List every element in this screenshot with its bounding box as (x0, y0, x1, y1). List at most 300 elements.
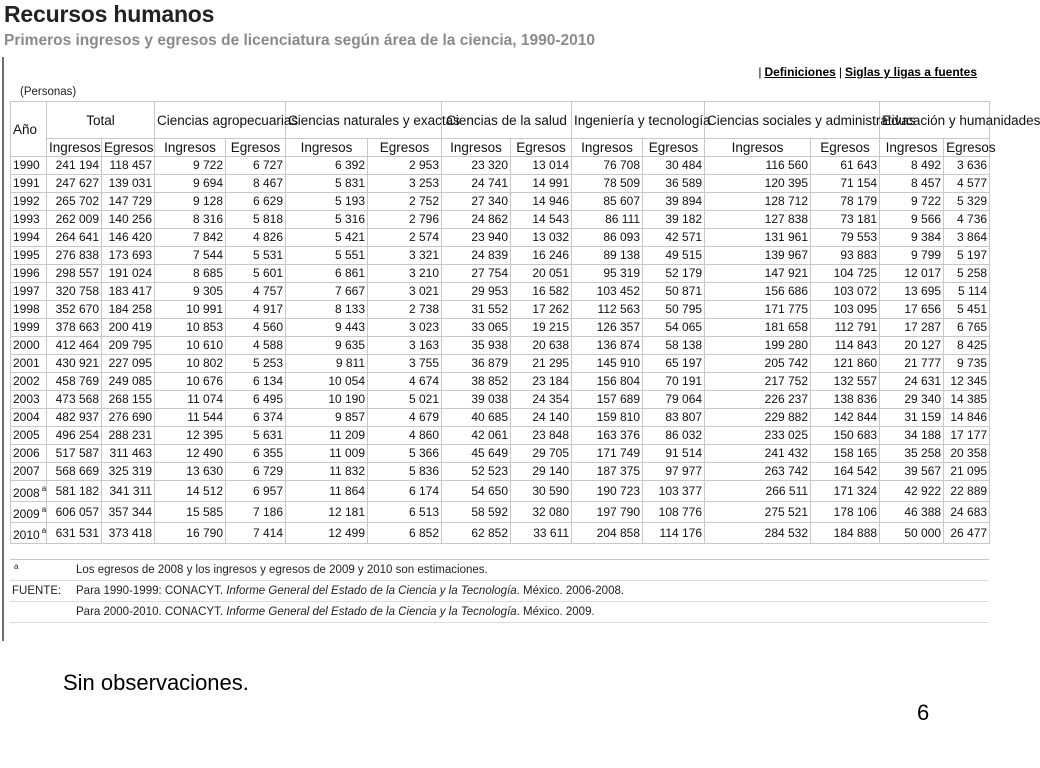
egresos-cell: 5 836 (368, 463, 442, 481)
ingresos-header: Ingresos (880, 139, 944, 157)
egresos-cell: 3 636 (944, 157, 990, 175)
ingresos-cell: 116 560 (705, 157, 811, 175)
egresos-cell: 17 177 (944, 427, 990, 445)
table-row (11, 157, 990, 175)
ingresos-cell: 126 357 (572, 319, 643, 337)
source-row (10, 602, 989, 623)
ingresos-cell: 24 741 (442, 175, 511, 193)
egresos-cell: 3 163 (368, 337, 442, 355)
egresos-cell: 13 032 (511, 229, 572, 247)
egresos-cell: 311 463 (102, 445, 155, 463)
egresos-cell: 79 064 (643, 391, 705, 409)
year-cell: 1995 (11, 247, 47, 265)
table-row (11, 427, 990, 445)
egresos-cell: 71 154 (811, 175, 880, 193)
egresos-header: Egresos (511, 139, 572, 157)
ingresos-cell: 5 193 (286, 193, 368, 211)
egresos-cell: 112 791 (811, 319, 880, 337)
ingresos-cell: 631 531 (47, 523, 102, 544)
egresos-cell: 6 629 (226, 193, 286, 211)
ingresos-cell: 145 910 (572, 355, 643, 373)
year-cell: 2000 (11, 337, 47, 355)
egresos-cell: 21 095 (944, 463, 990, 481)
ingresos-cell: 45 649 (442, 445, 511, 463)
egresos-cell: 5 329 (944, 193, 990, 211)
ingresos-cell: 20 127 (880, 337, 944, 355)
year-header: Año (11, 102, 47, 157)
ingresos-cell: 112 563 (572, 301, 643, 319)
ingresos-cell: 11 864 (286, 481, 368, 502)
egresos-header: Egresos (643, 139, 705, 157)
egresos-cell: 108 776 (643, 502, 705, 523)
ingresos-cell: 128 712 (705, 193, 811, 211)
egresos-cell: 150 683 (811, 427, 880, 445)
egresos-cell: 4 588 (226, 337, 286, 355)
egresos-cell: 14 991 (511, 175, 572, 193)
ingresos-cell: 266 511 (705, 481, 811, 502)
egresos-cell: 4 826 (226, 229, 286, 247)
egresos-cell: 5 253 (226, 355, 286, 373)
egresos-cell: 30 590 (511, 481, 572, 502)
egresos-cell: 42 571 (643, 229, 705, 247)
ingresos-cell: 12 490 (155, 445, 226, 463)
egresos-cell: 114 176 (643, 523, 705, 544)
ingresos-cell: 127 838 (705, 211, 811, 229)
table-row (11, 301, 990, 319)
ingresos-cell: 156 804 (572, 373, 643, 391)
table-row (11, 283, 990, 301)
egresos-cell: 39 894 (643, 193, 705, 211)
year-cell: 2001 (11, 355, 47, 373)
ingresos-cell: 29 340 (880, 391, 944, 409)
egresos-cell: 3 253 (368, 175, 442, 193)
ingresos-cell: 12 395 (155, 427, 226, 445)
footnotes (10, 559, 989, 623)
ingresos-cell: 606 057 (47, 502, 102, 523)
ingresos-cell: 35 938 (442, 337, 511, 355)
ingresos-cell: 13 695 (880, 283, 944, 301)
ingresos-cell: 103 452 (572, 283, 643, 301)
egresos-header: Egresos (226, 139, 286, 157)
ingresos-cell: 352 670 (47, 301, 102, 319)
egresos-cell: 14 846 (944, 409, 990, 427)
ingresos-cell: 10 802 (155, 355, 226, 373)
ingresos-header: Ingresos (572, 139, 643, 157)
egresos-cell: 5 197 (944, 247, 990, 265)
egresos-cell: 2 953 (368, 157, 442, 175)
ingresos-cell: 6 392 (286, 157, 368, 175)
egresos-cell: 91 514 (643, 445, 705, 463)
siglas-link[interactable]: Siglas y ligas a fuentes (844, 65, 977, 79)
ingresos-cell: 23 320 (442, 157, 511, 175)
ingresos-cell: 9 566 (880, 211, 944, 229)
table-row (11, 247, 990, 265)
ingresos-cell: 378 663 (47, 319, 102, 337)
table-row (11, 319, 990, 337)
ingresos-cell: 181 658 (705, 319, 811, 337)
egresos-cell: 8 467 (226, 175, 286, 193)
ingresos-cell: 38 852 (442, 373, 511, 391)
ingresos-cell: 275 521 (705, 502, 811, 523)
egresos-cell: 118 457 (102, 157, 155, 175)
egresos-cell: 142 844 (811, 409, 880, 427)
ingresos-cell: 27 754 (442, 265, 511, 283)
ingresos-cell: 568 669 (47, 463, 102, 481)
egresos-cell: 227 095 (102, 355, 155, 373)
year-cell: 1997 (11, 283, 47, 301)
ingresos-cell: 11 009 (286, 445, 368, 463)
link-separator: | (838, 65, 842, 79)
egresos-cell: 209 795 (102, 337, 155, 355)
ingresos-cell: 23 940 (442, 229, 511, 247)
ingresos-cell: 12 499 (286, 523, 368, 544)
egresos-cell: 3 755 (368, 355, 442, 373)
definiciones-link[interactable]: Definiciones (764, 65, 836, 79)
ingresos-header: Ingresos (286, 139, 368, 157)
table-row (11, 355, 990, 373)
egresos-cell: 114 843 (811, 337, 880, 355)
egresos-cell: 5 451 (944, 301, 990, 319)
egresos-cell: 20 638 (511, 337, 572, 355)
ingresos-cell: 12 017 (880, 265, 944, 283)
egresos-cell: 13 014 (511, 157, 572, 175)
egresos-cell: 3 021 (368, 283, 442, 301)
ingresos-cell: 9 722 (880, 193, 944, 211)
ingresos-cell: 187 375 (572, 463, 643, 481)
ingresos-cell: 8 133 (286, 301, 368, 319)
year-cell: 1994 (11, 229, 47, 247)
egresos-header: Egresos (811, 139, 880, 157)
egresos-cell: 4 757 (226, 283, 286, 301)
egresos-cell: 20 358 (944, 445, 990, 463)
ingresos-cell: 9 635 (286, 337, 368, 355)
egresos-cell: 17 262 (511, 301, 572, 319)
egresos-cell: 97 977 (643, 463, 705, 481)
egresos-cell: 3 210 (368, 265, 442, 283)
ingresos-cell: 16 790 (155, 523, 226, 544)
ingresos-cell: 42 061 (442, 427, 511, 445)
ingresos-cell: 86 093 (572, 229, 643, 247)
egresos-cell: 6 134 (226, 373, 286, 391)
egresos-cell: 4 736 (944, 211, 990, 229)
ingresos-cell: 46 388 (880, 502, 944, 523)
ingresos-cell: 157 689 (572, 391, 643, 409)
egresos-cell: 30 484 (643, 157, 705, 175)
egresos-cell: 24 140 (511, 409, 572, 427)
estimate-mark: a (41, 526, 47, 535)
ingresos-cell: 21 777 (880, 355, 944, 373)
table-row (11, 409, 990, 427)
group-header: Ciencias sociales y administrativas (705, 102, 880, 139)
ingresos-cell: 120 395 (705, 175, 811, 193)
ingresos-cell: 7 667 (286, 283, 368, 301)
table-row (11, 175, 990, 193)
ingresos-cell: 24 862 (442, 211, 511, 229)
ingresos-cell: 39 038 (442, 391, 511, 409)
ingresos-cell: 226 237 (705, 391, 811, 409)
ingresos-cell: 9 305 (155, 283, 226, 301)
ingresos-cell: 12 181 (286, 502, 368, 523)
ingresos-cell: 10 676 (155, 373, 226, 391)
egresos-cell: 86 032 (643, 427, 705, 445)
group-header: Ciencias naturales y exactas (286, 102, 442, 139)
egresos-cell: 4 917 (226, 301, 286, 319)
ingresos-cell: 31 159 (880, 409, 944, 427)
egresos-cell: 5 366 (368, 445, 442, 463)
egresos-cell: 184 888 (811, 523, 880, 544)
table-row (11, 373, 990, 391)
egresos-cell: 79 553 (811, 229, 880, 247)
egresos-cell: 6 765 (944, 319, 990, 337)
egresos-cell: 14 946 (511, 193, 572, 211)
source-row (10, 581, 989, 602)
egresos-cell: 6 727 (226, 157, 286, 175)
egresos-cell: 139 031 (102, 175, 155, 193)
egresos-cell: 184 258 (102, 301, 155, 319)
egresos-cell: 20 051 (511, 265, 572, 283)
ingresos-cell: 430 921 (47, 355, 102, 373)
ingresos-cell: 54 650 (442, 481, 511, 502)
egresos-cell: 4 577 (944, 175, 990, 193)
ingresos-cell: 9 128 (155, 193, 226, 211)
ingresos-cell: 190 723 (572, 481, 643, 502)
egresos-cell: 2 796 (368, 211, 442, 229)
ingresos-cell: 52 523 (442, 463, 511, 481)
table-row (11, 391, 990, 409)
group-header: Ciencias de la salud (442, 102, 572, 139)
egresos-cell: 6 374 (226, 409, 286, 427)
ingresos-cell: 5 421 (286, 229, 368, 247)
ingresos-cell: 10 610 (155, 337, 226, 355)
ingresos-cell: 11 832 (286, 463, 368, 481)
ingresos-cell: 7 544 (155, 247, 226, 265)
ingresos-cell: 147 921 (705, 265, 811, 283)
table-row (11, 502, 990, 523)
egresos-cell: 121 860 (811, 355, 880, 373)
ingresos-cell: 86 111 (572, 211, 643, 229)
egresos-cell: 7 186 (226, 502, 286, 523)
ingresos-cell: 17 656 (880, 301, 944, 319)
link-separator: | (758, 65, 762, 79)
egresos-cell: 12 345 (944, 373, 990, 391)
egresos-cell: 7 414 (226, 523, 286, 544)
egresos-cell: 171 324 (811, 481, 880, 502)
year-cell: 1991 (11, 175, 47, 193)
egresos-cell: 103 072 (811, 283, 880, 301)
ingresos-cell: 5 316 (286, 211, 368, 229)
egresos-cell: 268 155 (102, 391, 155, 409)
year-cell: 2006 (11, 445, 47, 463)
ingresos-cell: 8 457 (880, 175, 944, 193)
ingresos-cell: 42 922 (880, 481, 944, 502)
egresos-cell: 29 140 (511, 463, 572, 481)
ingresos-cell: 13 630 (155, 463, 226, 481)
egresos-cell: 6 852 (368, 523, 442, 544)
egresos-cell: 341 311 (102, 481, 155, 502)
ingresos-cell: 7 842 (155, 229, 226, 247)
year-cell: 1999 (11, 319, 47, 337)
ingresos-cell: 284 532 (705, 523, 811, 544)
egresos-cell: 173 693 (102, 247, 155, 265)
egresos-cell: 24 354 (511, 391, 572, 409)
egresos-cell: 191 024 (102, 265, 155, 283)
year-cell: 1993 (11, 211, 47, 229)
egresos-cell: 50 795 (643, 301, 705, 319)
egresos-cell: 178 106 (811, 502, 880, 523)
egresos-cell: 14 385 (944, 391, 990, 409)
ingresos-cell: 247 627 (47, 175, 102, 193)
ingresos-cell: 263 742 (705, 463, 811, 481)
egresos-cell: 36 589 (643, 175, 705, 193)
egresos-cell: 140 256 (102, 211, 155, 229)
egresos-cell: 5 531 (226, 247, 286, 265)
ingresos-header: Ingresos (47, 139, 102, 157)
ingresos-cell: 76 708 (572, 157, 643, 175)
ingresos-cell: 34 188 (880, 427, 944, 445)
egresos-cell: 26 477 (944, 523, 990, 544)
year-cell: 2003 (11, 391, 47, 409)
egresos-cell: 33 611 (511, 523, 572, 544)
egresos-cell: 5 601 (226, 265, 286, 283)
estimate-mark: a (41, 484, 47, 493)
egresos-cell: 158 165 (811, 445, 880, 463)
ingresos-cell: 24 631 (880, 373, 944, 391)
ingresos-cell: 9 811 (286, 355, 368, 373)
ingresos-cell: 9 694 (155, 175, 226, 193)
ingresos-cell: 241 194 (47, 157, 102, 175)
ingresos-cell: 40 685 (442, 409, 511, 427)
ingresos-cell: 473 568 (47, 391, 102, 409)
egresos-cell: 4 679 (368, 409, 442, 427)
ingresos-cell: 276 838 (47, 247, 102, 265)
egresos-cell: 65 197 (643, 355, 705, 373)
ingresos-cell: 159 810 (572, 409, 643, 427)
year-cell: 1990 (11, 157, 47, 175)
table-row (11, 193, 990, 211)
group-header: Total (47, 102, 155, 139)
ingresos-cell: 62 852 (442, 523, 511, 544)
footnote-mark: a (14, 562, 19, 571)
egresos-cell: 276 690 (102, 409, 155, 427)
year-cell: 2008 $^a$ (11, 481, 47, 502)
egresos-cell: 23 848 (511, 427, 572, 445)
egresos-cell: 22 889 (944, 481, 990, 502)
egresos-cell: 6 957 (226, 481, 286, 502)
ingresos-cell: 89 138 (572, 247, 643, 265)
egresos-cell: 61 643 (811, 157, 880, 175)
ingresos-cell: 482 937 (47, 409, 102, 427)
egresos-cell: 4 560 (226, 319, 286, 337)
egresos-cell: 104 725 (811, 265, 880, 283)
egresos-cell: 16 582 (511, 283, 572, 301)
ingresos-cell: 95 319 (572, 265, 643, 283)
egresos-cell: 357 344 (102, 502, 155, 523)
egresos-cell: 14 543 (511, 211, 572, 229)
egresos-header: Egresos (368, 139, 442, 157)
table-row (11, 229, 990, 247)
year-cell: 2002 (11, 373, 47, 391)
ingresos-cell: 298 557 (47, 265, 102, 283)
egresos-cell: 138 836 (811, 391, 880, 409)
ingresos-cell: 85 607 (572, 193, 643, 211)
egresos-cell: 8 425 (944, 337, 990, 355)
year-cell: 1992 (11, 193, 47, 211)
egresos-cell: 325 319 (102, 463, 155, 481)
ingresos-cell: 35 258 (880, 445, 944, 463)
ingresos-cell: 10 054 (286, 373, 368, 391)
egresos-cell: 5 021 (368, 391, 442, 409)
ingresos-cell: 197 790 (572, 502, 643, 523)
ingresos-cell: 136 874 (572, 337, 643, 355)
egresos-cell: 29 705 (511, 445, 572, 463)
egresos-cell: 4 674 (368, 373, 442, 391)
year-cell: 1998 (11, 301, 47, 319)
egresos-cell: 16 246 (511, 247, 572, 265)
ingresos-cell: 217 752 (705, 373, 811, 391)
ingresos-cell: 10 190 (286, 391, 368, 409)
egresos-cell: 6 355 (226, 445, 286, 463)
page-number: 6 (917, 700, 930, 725)
egresos-cell: 50 871 (643, 283, 705, 301)
table-row (11, 265, 990, 283)
page-subtitle: Primeros ingresos y egresos de licenciatura según área de la ciencia, 1990-2010 (4, 32, 596, 49)
ingresos-cell: 171 775 (705, 301, 811, 319)
ingresos-cell: 199 280 (705, 337, 811, 355)
header-links (755, 65, 977, 79)
ingresos-header: Ingresos (705, 139, 811, 157)
egresos-cell: 3 864 (944, 229, 990, 247)
ingresos-cell: 10 991 (155, 301, 226, 319)
ingresos-cell: 265 702 (47, 193, 102, 211)
ingresos-cell: 139 967 (705, 247, 811, 265)
ingresos-header: Ingresos (155, 139, 226, 157)
egresos-cell: 93 883 (811, 247, 880, 265)
page-title: Recursos humanos (4, 1, 215, 27)
ingresos-cell: 156 686 (705, 283, 811, 301)
ingresos-cell: 8 316 (155, 211, 226, 229)
egresos-cell: 23 184 (511, 373, 572, 391)
ingresos-cell: 29 953 (442, 283, 511, 301)
egresos-cell: 5 114 (944, 283, 990, 301)
ingresos-cell: 264 641 (47, 229, 102, 247)
ingresos-cell: 9 722 (155, 157, 226, 175)
egresos-cell: 78 179 (811, 193, 880, 211)
ingresos-cell: 31 552 (442, 301, 511, 319)
ingresos-cell: 320 758 (47, 283, 102, 301)
table-row (11, 337, 990, 355)
egresos-cell: 4 860 (368, 427, 442, 445)
egresos-cell: 83 807 (643, 409, 705, 427)
slide-note: Sin observaciones. (63, 670, 249, 695)
ingresos-cell: 15 585 (155, 502, 226, 523)
table-row (11, 523, 990, 544)
ingresos-cell: 9 384 (880, 229, 944, 247)
ingresos-cell: 33 065 (442, 319, 511, 337)
ingresos-cell: 241 432 (705, 445, 811, 463)
egresos-cell: 32 080 (511, 502, 572, 523)
ingresos-cell: 50 000 (880, 523, 944, 544)
unit-label: (Personas) (20, 86, 77, 98)
egresos-cell: 249 085 (102, 373, 155, 391)
ingresos-cell: 6 861 (286, 265, 368, 283)
table-row (11, 445, 990, 463)
egresos-cell: 2 752 (368, 193, 442, 211)
ingresos-cell: 27 340 (442, 193, 511, 211)
ingresos-cell: 9 857 (286, 409, 368, 427)
ingresos-cell: 78 509 (572, 175, 643, 193)
ingresos-cell: 5 831 (286, 175, 368, 193)
egresos-cell: 19 215 (511, 319, 572, 337)
